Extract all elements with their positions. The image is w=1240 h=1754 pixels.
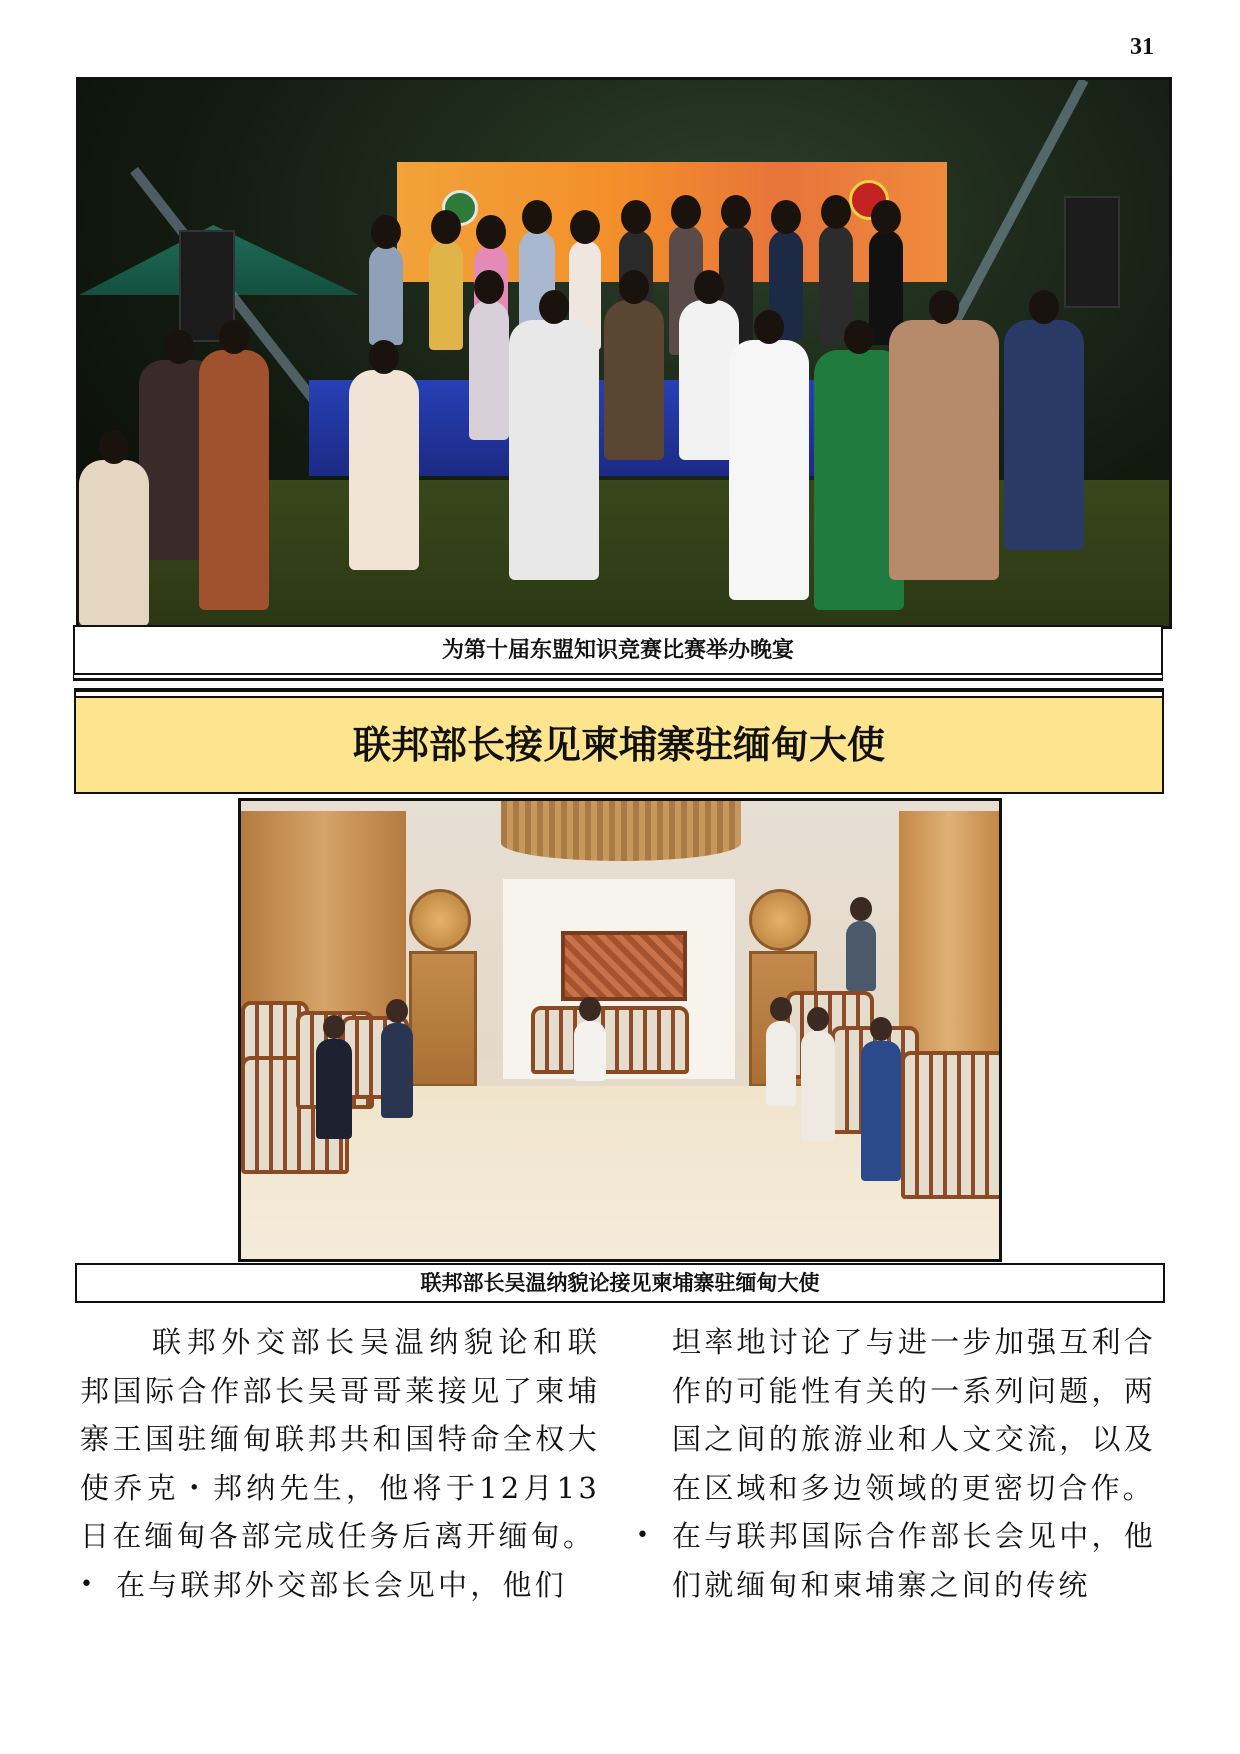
page-number: 31 — [1130, 34, 1154, 60]
medallion-right — [749, 889, 811, 951]
sofa-center — [531, 1006, 689, 1074]
person — [316, 1039, 352, 1139]
person — [801, 1031, 835, 1141]
bullet-icon: • — [636, 1523, 653, 1549]
paragraph: 联邦外交部长吴温纳貌论和联邦国际合作部长吴哥哥莱接见了柬埔寨王国驻缅甸联邦共和国特命全权大使乔克・邦纳先生，他将于12月13日在缅甸各部完成任务后离开缅甸。 — [80, 1325, 600, 1554]
bullet-item — [80, 1561, 600, 1610]
text-column-right — [636, 1318, 1156, 1610]
ceiling-panel — [501, 801, 741, 861]
person — [766, 1021, 796, 1106]
bullet-icon: • — [80, 1571, 97, 1597]
text-column-left — [80, 1318, 600, 1610]
wall-carving — [561, 931, 687, 1001]
meeting-photo — [238, 798, 1002, 1262]
event-photo — [76, 77, 1172, 629]
person — [861, 1041, 901, 1181]
person — [574, 1021, 606, 1081]
bullet-text: 在与联邦外交部长会见中，他们 — [116, 1567, 567, 1602]
medallion-left — [409, 889, 471, 951]
speaker — [1064, 196, 1120, 308]
photo-caption: 联邦部长吴温纳貌论接见柬埔寨驻缅甸大使 — [75, 1263, 1165, 1303]
bullet-text: 在与联邦国际合作部长会见中，他们就缅甸和柬埔寨之间的传统 — [672, 1519, 1156, 1602]
person — [381, 1023, 413, 1118]
door-left — [409, 951, 477, 1087]
bullet-item — [636, 1512, 1156, 1609]
article-title: 联邦部长接见柬埔寨驻缅甸大使 — [74, 696, 1164, 794]
photo-caption: 为第十届东盟知识竞赛比赛举办晚宴 — [73, 625, 1163, 675]
paragraph: 坦率地讨论了与进一步加强互利合作的可能性有关的一系列问题，两国之间的旅游业和人文交流，以及在区域和多边领域的更密切合作。 — [672, 1325, 1156, 1505]
camera-operator — [846, 921, 876, 991]
armchair — [901, 1051, 1002, 1199]
